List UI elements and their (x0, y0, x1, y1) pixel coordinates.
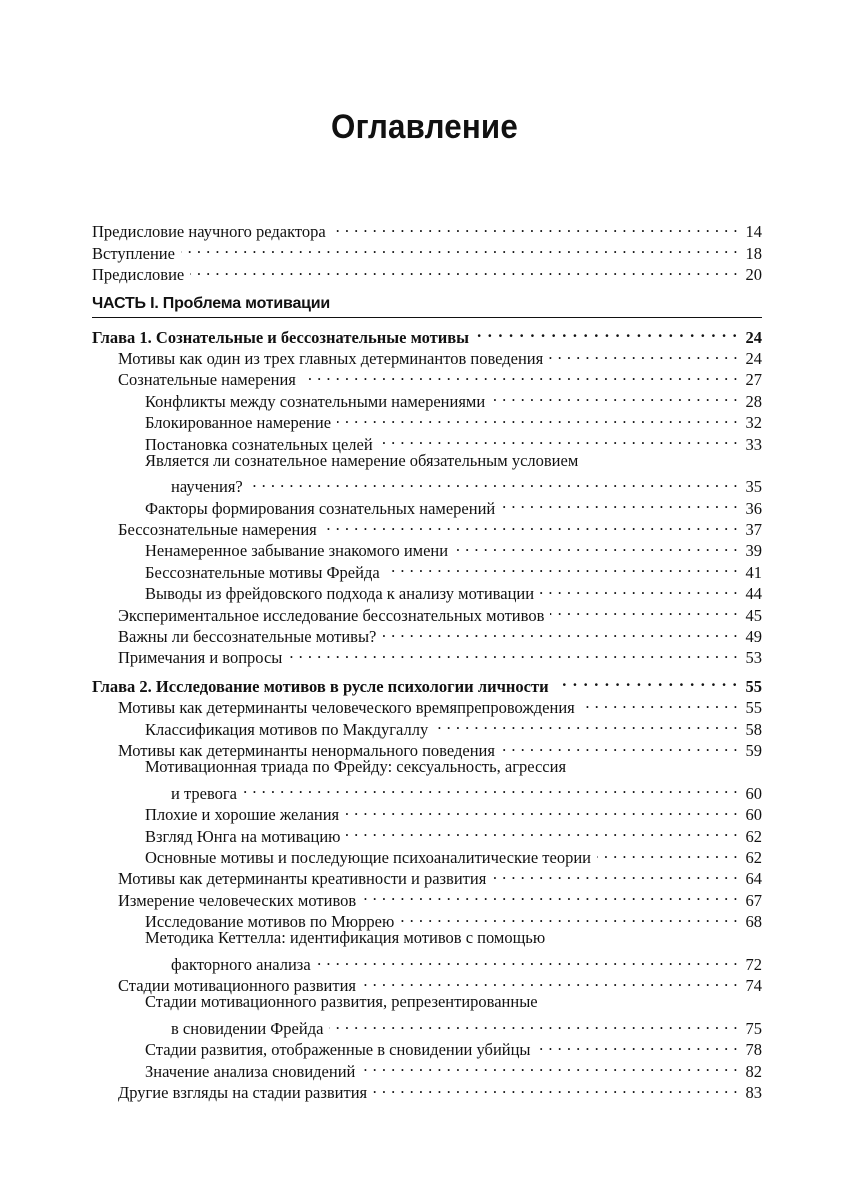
toc-entry[interactable]: Классификация мотивов по Макдугаллу . . . 58 (92, 713, 762, 734)
toc-entry-continuation[interactable]: факторного анализа . . . 72 (92, 949, 762, 970)
toc-entry[interactable]: Стадии развития, отображенные в сновидении убийцы . . . 78 (92, 1034, 762, 1055)
toc-entry[interactable]: Стадии мотивационного развития, репрезентированные (145, 992, 538, 1012)
toc-entry[interactable]: Постановка сознательных целей . . . 33 (92, 428, 762, 449)
toc-entry[interactable]: Блокированное намерение . . . 32 (92, 407, 762, 428)
toc-entry[interactable]: Бессознательные намерения . . . 37 (92, 514, 762, 535)
toc-entry-continuation[interactable]: в сновидении Фрейда . . . 75 (92, 1013, 762, 1034)
toc-entry[interactable]: Измерение человеческих мотивов . . . 67 (92, 884, 762, 905)
toc-entry[interactable]: Мотивы как детерминанты ненормального поведения . . . 59 (92, 735, 762, 756)
toc-entry[interactable]: Мотивационная триада по Фрейду: сексуальность, агрессия (145, 756, 567, 776)
toc-entry[interactable]: Другие взгляды на стадии развития . . . 83 (92, 1077, 762, 1098)
toc-entry-introduction[interactable]: Вступление . . . 18 (92, 237, 762, 258)
toc-entry-editor-preface[interactable]: Предисловие научного редактора . . . 14 (92, 216, 762, 237)
toc-chapter-1[interactable]: Глава 1. Сознательные и бессознательные мотивы . . . 24 (92, 321, 762, 342)
toc-entry[interactable]: Исследование мотивов по Мюррею . . . 68 (92, 906, 762, 927)
toc-entry[interactable]: Сознательные намерения . . . 27 (92, 364, 762, 385)
toc-entry[interactable]: Мотивы как детерминанты креативности и развития . . . 64 (92, 863, 762, 884)
toc-entry[interactable]: Выводы из фрейдовского подхода к анализу мотивации . . . 44 (92, 578, 762, 599)
toc-entry-continuation[interactable]: и тревога . . . 60 (92, 777, 762, 798)
toc-entry[interactable]: Взгляд Юнга на мотивацию . . . 62 (92, 820, 762, 841)
toc-entry[interactable]: Ненамеренное забывание знакомого имени . . . 39 (92, 535, 762, 556)
toc-entry[interactable]: Важны ли бессознательные мотивы? . . . 49 (92, 621, 762, 642)
page-title: Оглавление (331, 108, 518, 146)
table-of-contents (92, 216, 762, 1103)
toc-entry[interactable]: Экспериментальное исследование бессознательных мотивов . . . 45 (92, 599, 762, 620)
toc-entry[interactable]: Конфликты между сознательными намерениями . . . 28 (92, 385, 762, 406)
toc-entry-preface[interactable]: Предисловие . . . 20 (92, 259, 762, 280)
toc-entry[interactable]: Основные мотивы и последующие психоаналитические теории . . . 62 (92, 842, 762, 863)
toc-entry[interactable]: Методика Кеттелла: идентификация мотивов с помощью (145, 928, 546, 948)
toc-entry[interactable]: Стадии мотивационного развития . . . 74 (92, 970, 762, 991)
toc-entry[interactable]: Плохие и хорошие желания . . . 60 (92, 799, 762, 820)
toc-entry[interactable]: Факторы формирования сознательных намерений . . . 36 (92, 492, 762, 513)
toc-entry[interactable]: Бессознательные мотивы Фрейда . . . 41 (92, 556, 762, 577)
toc-entry[interactable]: Примечания и вопросы . . . 53 (92, 642, 762, 663)
toc-entry[interactable]: Мотивы как один из трех главных детерминантов поведения . . . 24 (92, 343, 762, 364)
toc-chapter-2[interactable]: Глава 2. Исследование мотивов в русле психологии личности . . . 55 (92, 670, 762, 691)
toc-entry[interactable]: Мотивы как детерминанты человеческого времяпрепровождения . . . 55 (92, 692, 762, 713)
toc-entry-continuation[interactable]: научения? . . . 35 (92, 471, 762, 492)
part-rule (92, 317, 762, 318)
toc-entry[interactable]: Является ли сознательное намерение обязательным условием (145, 450, 579, 470)
toc-entry[interactable]: Значение анализа сновидений . . . 82 (92, 1055, 762, 1076)
part-heading: ЧАСТЬ I. Проблема мотивации (92, 295, 331, 313)
